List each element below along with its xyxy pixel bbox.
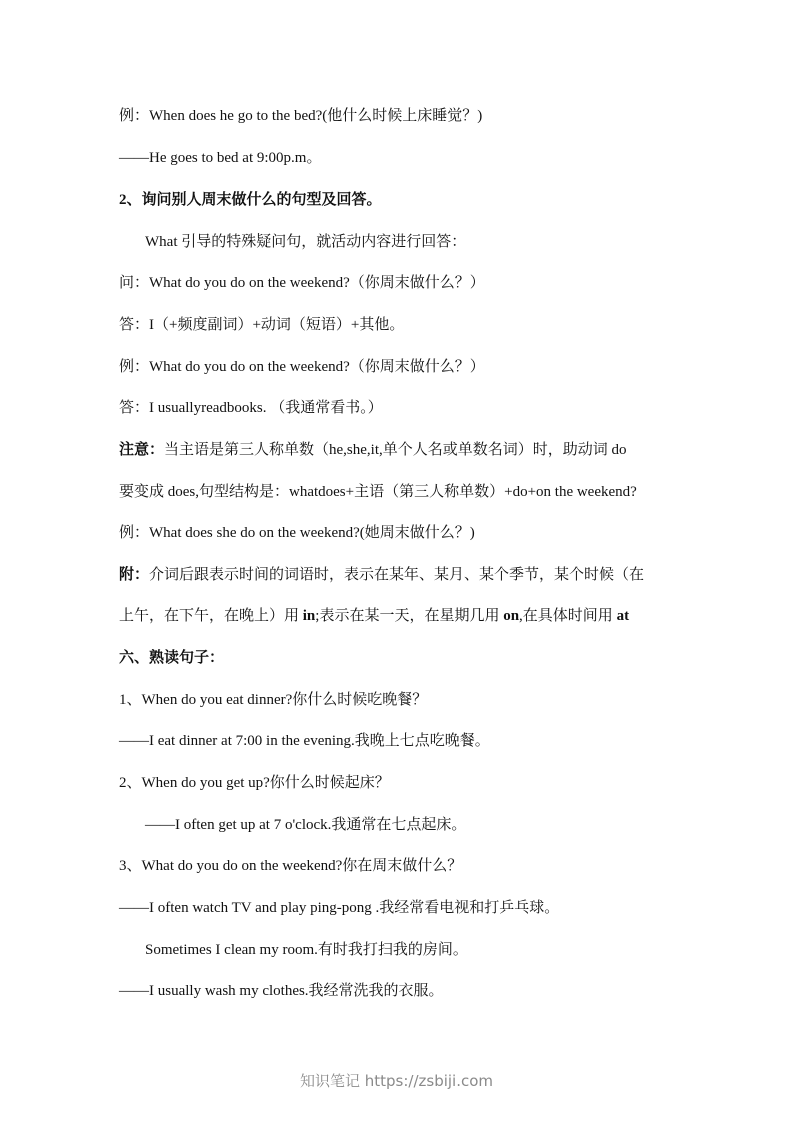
what-question-intro: What 引导的特殊疑问句，就活动内容进行回答： [145,234,467,250]
weekend-example-answer: 答：I usuallyreadbooks. （我通常看书。） [119,400,383,416]
attach-text: 介词后跟表示时间的词语时，表示在某年、某月、某个季节，某个时候（在 [149,567,645,583]
attach-paragraph-line-2 [119,606,629,626]
footer-watermark: 知识笔记 https://zsbiji.com [299,1072,494,1090]
keyword-at: at [616,608,630,624]
section-heading-weekend: 2、询问别人周末做什么的句型及回答。 [119,192,382,208]
note-paragraph-line-2: 要变成 does,句型结构是：whatdoes+主语（第三人称单数）+do+on the weekend? [119,484,637,500]
sentence-3-answer-2: Sometimes I clean my room.有时我打扫我的房间。 [145,942,468,958]
example-bedtime-answer: ——He goes to bed at 9:00p.m。 [119,150,322,166]
note-label: 注意： [119,442,165,458]
attach-label: 附： [119,567,150,583]
weekend-question-pattern: 问：What do you do on the weekend?（你周末做什么？） [119,275,485,291]
note-text: 当主语是第三人称单数（he,she,it,单个人名或单数名词）时，助动词 do [164,442,627,458]
sentence-2-answer: ——I often get up at 7 o'clock.我通常在七点起床。 [145,817,467,833]
example-bedtime-question: 例：When does he go to the bed?(他什么时候上床睡觉？) [119,108,483,124]
weekend-example-question: 例：What do you do on the weekend?（你周末做什么？） [119,359,485,375]
attach-text-a: 上午，在下午，在晚上）用 [119,608,303,624]
weekend-answer-pattern: 答：I（+频度副词）+动词（短语）+其他。 [119,317,405,333]
keyword-on: on [503,608,520,624]
attach-text-b: ;表示在某一天，在星期几用 [315,608,504,624]
keyword-in: in [302,608,316,624]
sentence-3-answer-1: ——I often watch TV and play ping-pong .我经常看电视和打乒乓球。 [119,900,560,916]
third-person-example: 例：What does she do on the weekend?(她周末做什么？) [119,525,475,541]
note-paragraph-line-1 [119,440,627,460]
attach-paragraph-line-1 [119,565,644,585]
attach-text-c: ,在具体时间用 [519,608,617,624]
sentence-2-question: 2、When do you get up?你什么时候起床？ [119,775,390,791]
sentence-1-question: 1、When do you eat dinner?你什么时候吃晚餐？ [119,692,428,708]
sentence-3-answer-3: ——I usually wash my clothes.我经常洗我的衣服。 [119,983,444,999]
sentence-1-answer: ——I eat dinner at 7:00 in the evening.我晚上七点吃晚餐。 [119,733,490,749]
section-heading-reading: 六、熟读句子： [119,650,225,666]
sentence-3-question: 3、What do you do on the weekend?你在周末做什么？ [119,858,463,874]
